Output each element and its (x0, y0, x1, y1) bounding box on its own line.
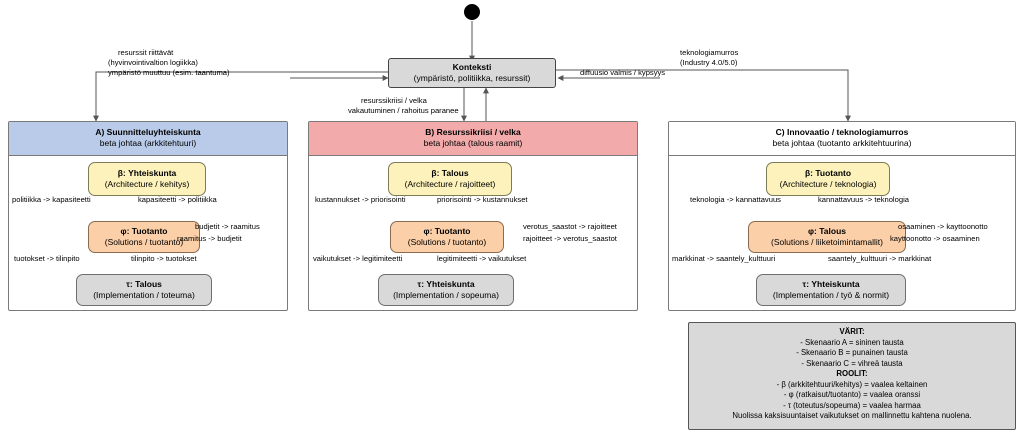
scenario-b-subtitle: beta johtaa (talous raamit) (423, 138, 523, 148)
scenario-c-label-saantely-markkinat: saantely_kulttuuri -> markkinat (828, 254, 932, 263)
scenario-a-node-tau-line1: τ: Talous (126, 279, 162, 289)
legend-footer: Nuolissa kaksisuuntaiset vaikutukset on mallinnettu kahtena nuolena. (732, 411, 972, 420)
edge-label-vakautuminen-rahoitus: vakautuminen / rahoitus paranee (348, 106, 459, 115)
scenario-c-node-tau-line1: τ: Yhteiskunta (802, 279, 860, 289)
start-state-dot (464, 4, 480, 20)
scenario-a-label-tilinpito-tuotokset: tilinpito -> tuotokset (131, 254, 197, 263)
legend-color-b: - Skenaario B = punainen tausta (796, 348, 908, 357)
edge-label-teknologiamurros: teknologiamurros (680, 48, 739, 57)
scenario-c-header (669, 122, 1015, 156)
scenario-b-node-tau-line1: τ: Yhteiskunta (417, 279, 475, 289)
scenario-a-title: A) Suunnitteluyhteiskunta (95, 127, 201, 137)
legend-colors-title: VÄRIT: (839, 327, 865, 336)
scenario-a-label-raamitus-budjetit: raamitus -> budjetit (177, 234, 242, 243)
legend-role-beta: - β (arkkitehtuuri/kehitys) = vaalea keltainen (776, 379, 928, 389)
legend-roles-title: ROOLIT: (836, 369, 868, 378)
scenario-c-label-markkinat-saantely: markkinat -> saantely_kulttuuri (672, 254, 776, 263)
edge-label-industry-4050: (Industry 4.0/5.0) (680, 58, 738, 67)
scenario-b-label-legitimiteetti-vaikutukset: legitimiteetti -> vaikutukset (437, 254, 527, 263)
scenario-c-node-phi[interactable] (748, 221, 906, 253)
scenario-c-node-beta[interactable] (766, 162, 890, 196)
scenario-b-node-phi[interactable] (390, 221, 504, 253)
scenario-c-label-osaaminen-kayttoonotto: osaaminen -> kayttoonotto (898, 222, 988, 231)
legend-color-a: - Skenaario A = sininen tausta (800, 337, 904, 347)
node-konteksti-subtitle: (ympäristö, politiikka, resurssit) (413, 73, 531, 83)
node-konteksti[interactable] (388, 58, 556, 88)
scenario-c-label-kayttoonotto-osaaminen: kayttoonotto -> osaaminen (890, 234, 980, 243)
scenario-a-subtitle: beta johtaa (arkkitehtuuri) (99, 138, 197, 148)
scenario-b-label-verotus-rajoitteet: verotus_saastot -> rajoitteet (523, 222, 617, 231)
scenario-c-label-kannattavuus-teknologia: kannattavuus -> teknologia (818, 195, 909, 204)
scenario-c-node-tau-line2: (Implementation / työ & normit) (772, 290, 890, 300)
edge-label-resurssikriisi-velka: resurssikriisi / velka (361, 96, 427, 105)
legend-box (688, 322, 1016, 430)
scenario-a-node-beta-line2: (Architecture / kehitys) (104, 179, 190, 189)
scenario-b-label-rajoitteet-verotus: rajoitteet -> verotus_saastot (523, 234, 617, 243)
scenario-a-label-kapasiteetti-politiikka: kapasiteetti -> politiikka (138, 195, 217, 204)
scenario-b-node-beta-line2: (Architecture / rajoitteet) (404, 179, 496, 189)
edge-label-ymparisto-muuttuu: ympäristö muuttuu (esim. taantuma) (108, 68, 230, 77)
scenario-b-node-beta-line1: β: Talous (431, 168, 469, 178)
scenario-c-node-phi-line2: (Solutions / liiketoimintamallit) (771, 237, 883, 247)
scenario-a-node-phi-line2: (Solutions / tuotanto) (104, 237, 184, 247)
scenario-a-header (9, 122, 287, 156)
legend-role-phi: - φ (ratkaisut/tuotanto) = vaalea oranssi (783, 390, 921, 399)
scenario-c-title: C) Innovaatio / teknologiamurros (775, 127, 909, 137)
scenario-c-node-tau[interactable] (756, 274, 906, 306)
scenario-a-node-phi-line1: φ: Tuotanto (120, 226, 168, 236)
scenario-b-node-phi-line1: φ: Tuotanto (423, 226, 471, 236)
edge-label-diffuusio-valmis: diffuusio valmis / kypsyys (580, 68, 666, 77)
scenario-b-label-vaikutukset-legitimiteetti: vaikutukset -> legitimiteetti (313, 254, 403, 263)
scenario-b-title: B) Resurssikriisi / velka (425, 127, 521, 137)
scenario-c-node-phi-line1: φ: Talous (807, 226, 847, 236)
scenario-a-label-tuotokset-tilinpito: tuotokset -> tilinpito (14, 254, 80, 263)
scenario-b-header (309, 122, 637, 156)
scenario-b-label-kustannukset-priorisointi: kustannukset -> priorisointi (315, 195, 406, 204)
scenario-a-node-beta[interactable] (88, 162, 206, 196)
scenario-a-label-budjetit-raamitus: budjetit -> raamitus (195, 222, 260, 231)
scenario-c-node-beta-line1: β: Tuotanto (804, 168, 852, 178)
scenario-b-label-priorisointi-kustannukset: priorisointi -> kustannukset (437, 195, 528, 204)
scenario-c-subtitle: beta johtaa (tuotanto arkkitehtuurina) (772, 138, 912, 148)
scenario-a-node-tau-line2: (Implementation / toteuma) (93, 290, 195, 300)
scenario-a-label-politiikka-kapasiteetti: politiikka -> kapasiteetti (12, 195, 91, 204)
scenario-b-node-beta[interactable] (388, 162, 512, 196)
legend-color-c: - Skenaario C = vihreä tausta (801, 358, 903, 368)
scenario-c-node-beta-line2: (Architecture / teknologia) (779, 179, 877, 189)
node-konteksti-title: Konteksti (452, 62, 492, 72)
scenario-c-label-teknologia-kannattavuus: teknologia -> kannattavuus (690, 195, 781, 204)
scenario-a-node-beta-line1: β: Yhteiskunta (117, 168, 177, 178)
scenario-b-node-tau-line2: (Implementation / sopeuma) (393, 290, 499, 300)
legend-role-tau: - τ (toteutus/sopeuma) = vaalea harmaa (783, 400, 921, 410)
scenario-a-node-tau[interactable] (76, 274, 212, 306)
edge-label-hyvinvointivaltion-logiikka: (hyvinvointivaltion logiikka) (108, 58, 198, 67)
scenario-b-node-phi-line2: (Solutions / tuotanto) (407, 237, 487, 247)
scenario-b-node-tau[interactable] (378, 274, 514, 306)
edge-label-resurssit-riittavat: resurssit riittävät (118, 48, 174, 57)
